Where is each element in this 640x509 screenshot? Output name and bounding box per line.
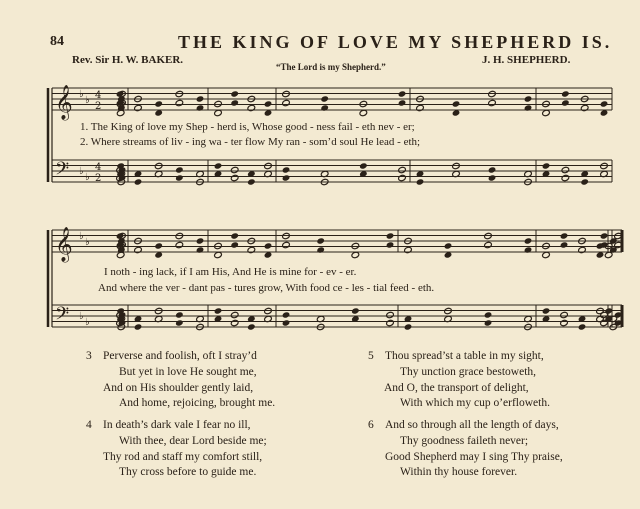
verse-line: Within thy house forever. xyxy=(400,466,518,478)
note-head xyxy=(578,246,587,253)
flat-icon: ♭ xyxy=(85,172,90,183)
note-head xyxy=(175,174,184,181)
note-head xyxy=(488,174,497,181)
note-head xyxy=(282,166,291,173)
note-head xyxy=(561,174,570,181)
note-head xyxy=(386,311,395,318)
lyricist-credit: Rev. Sir H. W. BAKER. xyxy=(72,54,184,66)
note-head xyxy=(282,99,291,106)
hymn-subtitle: “The Lord is my Shepherd.” xyxy=(276,62,386,72)
note-head xyxy=(561,166,570,173)
verse-number: 3 xyxy=(86,350,92,362)
page-number: 84 xyxy=(50,34,64,49)
verse-line: With thee, dear Lord beside me; xyxy=(119,435,267,447)
note-head xyxy=(386,241,395,248)
note-head xyxy=(230,311,239,318)
note-head xyxy=(214,162,223,169)
note-head xyxy=(316,246,325,253)
note-head xyxy=(404,323,413,330)
note-head xyxy=(134,178,143,185)
note-head xyxy=(351,307,360,314)
verse-line: Perverse and foolish, oft I stray’d xyxy=(103,350,257,362)
note-head xyxy=(196,104,205,111)
note-head xyxy=(230,241,239,248)
note-head xyxy=(452,100,461,107)
note-head xyxy=(230,99,239,106)
note-head xyxy=(444,242,453,249)
note-head xyxy=(600,100,609,107)
flat-icon: ♭ xyxy=(79,166,84,177)
note-head xyxy=(542,162,551,169)
composer-credit: J. H. SHEPHERD. xyxy=(482,54,571,66)
note-head xyxy=(320,95,329,102)
note-head xyxy=(196,237,205,244)
note-head xyxy=(359,162,368,169)
system1-lyric-line2: 2. Where streams of liv - ing wa - ter flow My ran - som’d soul He lead - eth; xyxy=(80,136,421,148)
note-head xyxy=(316,237,325,244)
note-head xyxy=(175,319,184,326)
note-head xyxy=(282,174,291,181)
note-head xyxy=(264,242,273,249)
note-head xyxy=(230,319,239,326)
note-head xyxy=(175,241,184,248)
time-signature: 4 xyxy=(95,90,102,101)
note-head xyxy=(175,311,184,318)
bass-clef-icon: 𝄢 xyxy=(55,304,70,329)
note-head xyxy=(524,246,533,253)
flat-icon: ♭ xyxy=(85,95,90,106)
note-head xyxy=(282,311,291,318)
note-head xyxy=(560,311,569,318)
note-head xyxy=(230,232,239,239)
note-head xyxy=(398,174,407,181)
verse-number: 4 xyxy=(86,419,92,431)
note-head xyxy=(154,100,163,107)
note-head xyxy=(580,104,589,111)
note-head xyxy=(134,104,143,111)
note-head xyxy=(175,166,184,173)
flat-icon: ♭ xyxy=(85,237,90,248)
note-head xyxy=(214,307,223,314)
note-head xyxy=(196,246,205,253)
note-head xyxy=(230,90,239,97)
note-head xyxy=(560,241,569,248)
note-head xyxy=(524,104,533,111)
note-head xyxy=(282,319,291,326)
system2-lyric-line1: I noth - ing lack, if I am His, And He is mine for - ev - er. xyxy=(104,266,357,278)
verse-number: 5 xyxy=(368,350,374,362)
note-head xyxy=(398,166,407,173)
note-head xyxy=(230,166,239,173)
note-head xyxy=(230,174,239,181)
verse-line: Thy goodness faileth never; xyxy=(400,435,529,447)
note-head xyxy=(154,242,163,249)
note-head xyxy=(416,104,425,111)
note-head xyxy=(524,237,533,244)
note-head xyxy=(282,241,291,248)
note-head xyxy=(580,178,589,185)
note-head xyxy=(561,99,570,106)
verse-line: And home, rejoicing, brought me. xyxy=(119,397,276,409)
system2-lyric-line2: And where the ver - dant pas - tures grow, With food ce - les - tial feed - eth. xyxy=(98,282,435,294)
treble-clef-icon: 𝄞 xyxy=(55,85,73,120)
note-head xyxy=(404,246,413,253)
note-head xyxy=(542,307,551,314)
note-head xyxy=(542,242,551,249)
note-head xyxy=(386,232,395,239)
flat-icon: ♭ xyxy=(79,89,84,100)
verse-line: Good Shepherd may I sing Thy praise, xyxy=(385,451,563,463)
verse-line: And so through all the length of days, xyxy=(385,419,559,431)
note-head xyxy=(488,99,497,106)
note-head xyxy=(247,104,256,111)
note-head xyxy=(484,311,493,318)
note-head xyxy=(524,95,533,102)
verse-line: Thy unction grace bestoweth, xyxy=(400,366,537,378)
treble-clef-icon: 𝄞 xyxy=(55,227,73,262)
note-head xyxy=(196,95,205,102)
note-head xyxy=(484,319,493,326)
time-signature: 2 xyxy=(95,101,102,112)
note-head xyxy=(247,246,256,253)
verse-line: In death’s dark vale I fear no ill, xyxy=(103,419,251,431)
system1-lyric-line1: 1. The King of love my Shep - herd is, Whose good - ness fail - eth nev - er; xyxy=(80,121,415,133)
time-signature: 4 xyxy=(95,162,102,173)
verse-line: And O, the transport of delight, xyxy=(384,382,529,394)
note-head xyxy=(398,90,407,97)
verse-line: Thy cross before to guide me. xyxy=(119,466,257,478)
note-head xyxy=(600,232,609,239)
note-head xyxy=(134,323,143,330)
flat-icon: ♭ xyxy=(79,311,84,322)
note-head xyxy=(247,323,256,330)
note-head xyxy=(320,104,329,111)
flat-icon: ♭ xyxy=(85,317,90,328)
flat-icon: ♭ xyxy=(79,231,84,242)
note-head xyxy=(542,100,551,107)
verse-line: But yet in love He sought me, xyxy=(119,366,257,378)
verse-line: Thy rod and staff my comfort still, xyxy=(103,451,263,463)
note-head xyxy=(175,99,184,106)
note-head xyxy=(560,232,569,239)
verse-line: With which my cup o’erfloweth. xyxy=(400,397,550,409)
note-head xyxy=(264,100,273,107)
note-head xyxy=(488,166,497,173)
note-head xyxy=(398,99,407,106)
note-head xyxy=(247,178,256,185)
note-head xyxy=(561,90,570,97)
note-head xyxy=(578,323,587,330)
verse-number: 6 xyxy=(368,419,374,431)
note-head xyxy=(600,319,609,326)
time-signature: 2 xyxy=(95,173,102,184)
note-head xyxy=(416,178,425,185)
verse-line: And on His shoulder gently laid, xyxy=(103,382,254,394)
note-head xyxy=(484,241,493,248)
note-head xyxy=(386,319,395,326)
bass-clef-icon: 𝄢 xyxy=(55,159,70,184)
note-head xyxy=(134,246,143,253)
verse-line: Thou spread’st a table in my sight, xyxy=(385,350,544,362)
hymn-title: THE KING OF LOVE MY SHEPHERD IS. xyxy=(178,32,613,52)
note-head xyxy=(560,319,569,326)
